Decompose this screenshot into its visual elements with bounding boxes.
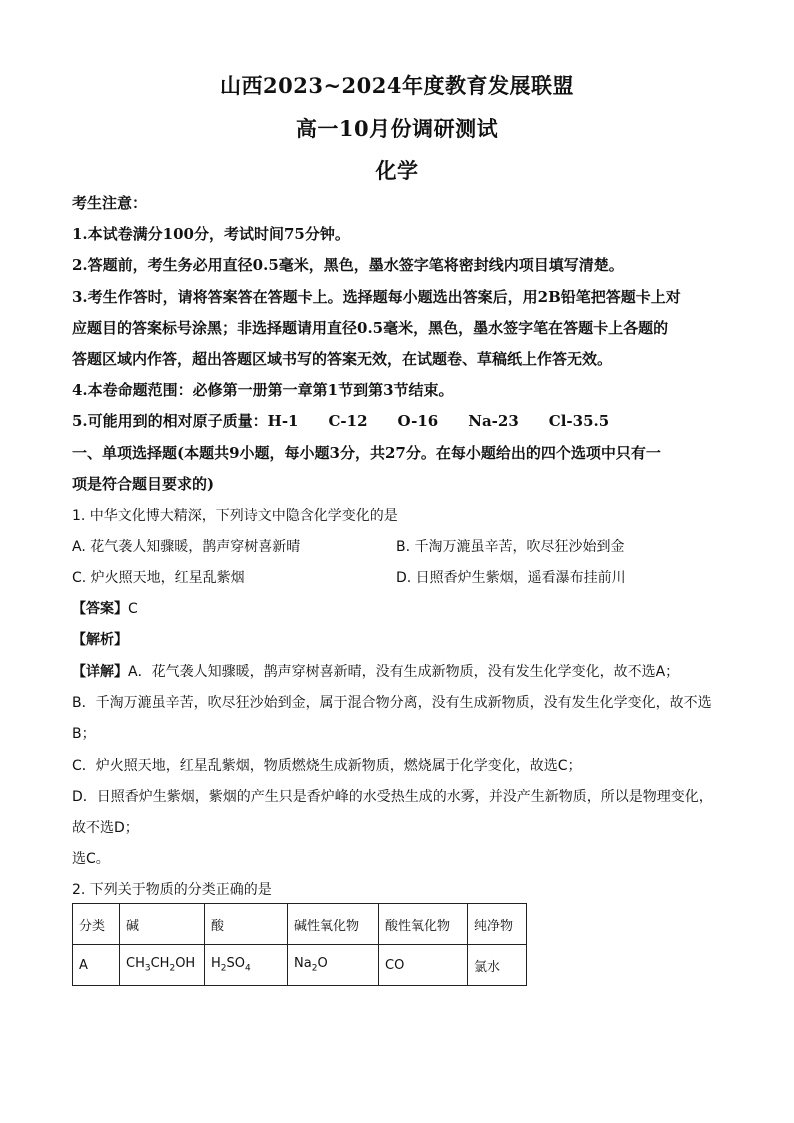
q1-analysis-label [72, 629, 732, 649]
table-header-row [73, 904, 527, 945]
detail-label: 【详解】 [72, 664, 128, 680]
subject-title: 化学 [375, 158, 419, 183]
pure-substance-cell: 氯水 [468, 945, 527, 986]
base-cell: $CH_3CH_2OH$ [120, 945, 205, 986]
q1-conclusion: 选C。 [72, 851, 110, 867]
answer-value: C [128, 601, 138, 617]
exam-title: 山西2023~2024年度教育发展联盟 [220, 73, 574, 98]
notice-item: 1.本试卷满分100分，考试时间75分钟。 [72, 225, 350, 243]
q1-option-d: D. 日照香炉生紫烟，遥看瀑布挂前川 [396, 570, 626, 586]
q1-option-b: B. 千淘万漉虽辛苦，吹尽狂沙始到金 [396, 539, 625, 555]
acidic-oxide-cell: CO [379, 945, 468, 986]
acid-cell: $H_2SO_4$ [205, 945, 288, 986]
notice-item: 5.可能用到的相对原子质量：H-1 C-12 O-16 Na-23 Cl-35.5 [72, 412, 610, 430]
notice-heading: 考生注意： [72, 194, 148, 212]
q1-answer [72, 598, 732, 618]
section-heading: 一、单项选择题(本题共9小题，每小题3分，共27分。在每小题给出的四个选项中只有一 [72, 444, 661, 462]
q1-option-a: A. 花气袭人知骤暖，鹊声穿树喜新晴 [72, 539, 301, 555]
notice-item: 答题区域内作答，超出答题区域书写的答案无效，在试题卷、草稿纸上作答无效。 [72, 350, 613, 368]
header-cell: 分类 [73, 904, 120, 945]
notice-item: 3.考生作答时，请将答案答在答题卡上。选择题每小题选出答案后，用2B铅笔把答题卡上对 [72, 288, 681, 306]
question-2-stem: 2. 下列关于物质的分类正确的是 [72, 882, 272, 898]
analysis-label: 【解析】 [72, 632, 128, 648]
q1-option-c: C. 炉火照天地，红星乱紫烟 [72, 570, 245, 586]
q1-detail-d-cont: 故不选D； [72, 820, 139, 836]
question-1-stem: 1. 中华文化博大精深，下列诗文中隐含化学变化的是 [72, 508, 398, 524]
q1-detail-d: D．日照香炉生紫烟，紫烟的产生只是香炉峰的水受热生成的水雾，并没产生新物质，所以是物理变化， [72, 789, 713, 805]
notice-item: 4.本卷命题范围：必修第一册第一章第1节到第3节结束。 [72, 381, 454, 399]
classification-table [72, 903, 527, 986]
answer-label: 【答案】 [72, 601, 128, 617]
header-cell: 纯净物 [468, 904, 527, 945]
row-label: A [73, 945, 120, 986]
q1-detail-b-cont: B； [72, 726, 96, 742]
header-cell: 碱性氧化物 [288, 904, 379, 945]
header-cell: 酸性氧化物 [379, 904, 468, 945]
q1-detail-c: C．炉火照天地，红星乱紫烟，物质燃烧生成新物质，燃烧属于化学变化，故选C； [72, 758, 582, 774]
basic-oxide-cell: $Na_2O$ [288, 945, 379, 986]
q1-detail-b: B．千淘万漉虽辛苦，吹尽狂沙始到金，属于混合物分离，没有生成新物质，没有发生化学变化，故不选 [72, 695, 712, 711]
exam-subtitle: 高一10月份调研测试 [295, 116, 499, 141]
table-row [73, 945, 527, 986]
notice-item: 应题目的答案标号涂黑；非选择题请用直径0.5毫米，黑色，墨水签字笔在答题卡上各题的 [72, 319, 669, 337]
section-heading-cont: 项是符合题目要求的) [72, 475, 215, 493]
header-cell: 碱 [120, 904, 205, 945]
header-cell: 酸 [205, 904, 288, 945]
notice-item: 2.答题前，考生务必用直径0.5毫米，黑色，墨水签字笔将密封线内项目填写清楚。 [72, 256, 624, 274]
q1-detail-a [72, 661, 732, 681]
detail-a-text: A．花气袭人知骤暖，鹊声穿树喜新晴，没有生成新物质，没有发生化学变化，故不选A； [128, 664, 680, 680]
